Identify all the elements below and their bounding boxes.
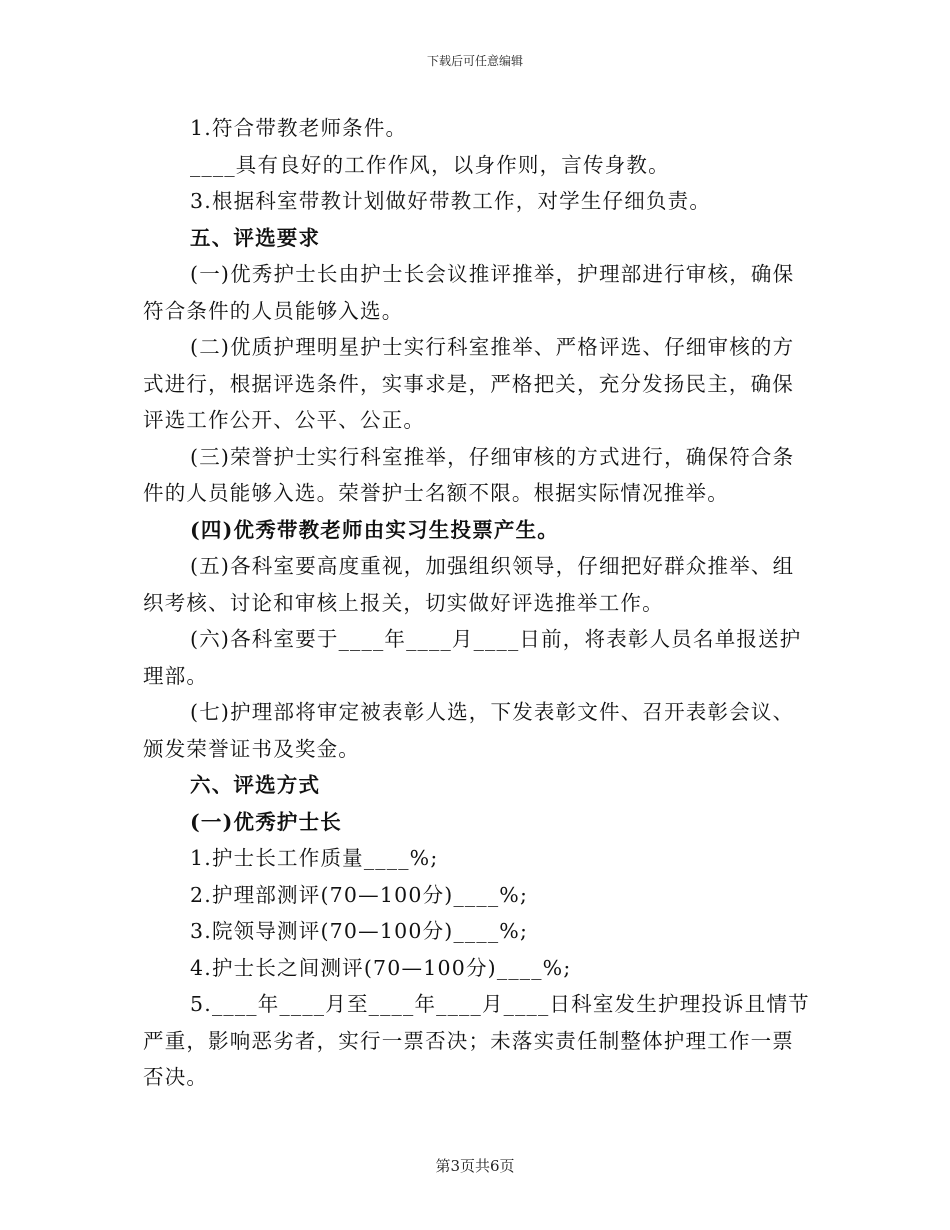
- paragraph-line: 评选工作公开、公平、公正。: [143, 408, 426, 432]
- paragraph-line: 式进行，根据评选条件，实事求是，严格把关，充分发扬民主，确保: [143, 371, 794, 396]
- paragraph-line: 3.根据科室带教计划做好带教工作，对学生仔细负责。: [190, 189, 712, 213]
- list-item: 5.____年____月至____年____月____日科室发生护理投诉且情节: [190, 992, 810, 1016]
- paragraph-line: (七)护理部将审定被表彰人选，下发表彰文件、召开表彰会议、: [190, 700, 795, 724]
- paragraph-line: 严重，影响恶劣者，实行一票否决；未落实责任制整体护理工作一票: [143, 1028, 794, 1053]
- paragraph-line: 符合条件的人员能够入选。: [143, 298, 404, 323]
- paragraph-line: 1.符合带教老师条件。: [190, 116, 408, 140]
- paragraph-line: 织考核、讨论和审核上报关，切实做好评选推举工作。: [143, 590, 664, 615]
- section-heading: 五、评选要求: [190, 225, 321, 250]
- subsection-heading: (一)优秀护士长: [190, 809, 342, 834]
- paragraph-line: (一)优秀护士长由护士长会议推评推举，护理部进行审核，确保: [190, 262, 795, 286]
- subsection-heading: (四)优秀带教老师由实习生投票产生。: [190, 517, 559, 542]
- paragraph-line: 否决。: [143, 1065, 209, 1089]
- paragraph-line: (五)各科室要高度重视，加强组织领导，仔细把好群众推举、组: [190, 554, 795, 578]
- list-item: 4.护士长之间测评(70—100分)____%;: [190, 955, 572, 980]
- paragraph-line: 理部。: [143, 663, 209, 688]
- page-header-note: 下载后可任意编辑: [426, 54, 523, 68]
- paragraph-line: ____具有良好的工作作风，以身作则，言传身教。: [190, 152, 670, 177]
- section-heading: 六、评选方式: [190, 773, 321, 797]
- document-body: [143, 110, 810, 1096]
- paragraph-line: 件的人员能够入选。荣誉护士名额不限。根据实际情况推举。: [143, 481, 729, 505]
- page-number: 第3页共6页: [435, 1157, 515, 1175]
- paragraph-line: 颁发荣誉证书及奖金。: [143, 736, 360, 761]
- list-item: 1.护士长工作质量____%;: [190, 846, 439, 870]
- list-item: 3.院领导测评(70—100分)____%;: [190, 919, 529, 943]
- paragraph-line: (六)各科室要于____年____月____日前，将表彰人员名单报送护: [190, 627, 802, 651]
- paragraph-line: (二)优质护理明星护士实行科室推举、严格评选、仔细审核的方: [190, 335, 795, 359]
- list-item: 2.护理部测评(70—100分)____%;: [190, 882, 529, 907]
- paragraph-line: (三)荣誉护士实行科室推举，仔细审核的方式进行，确保符合条: [190, 444, 795, 469]
